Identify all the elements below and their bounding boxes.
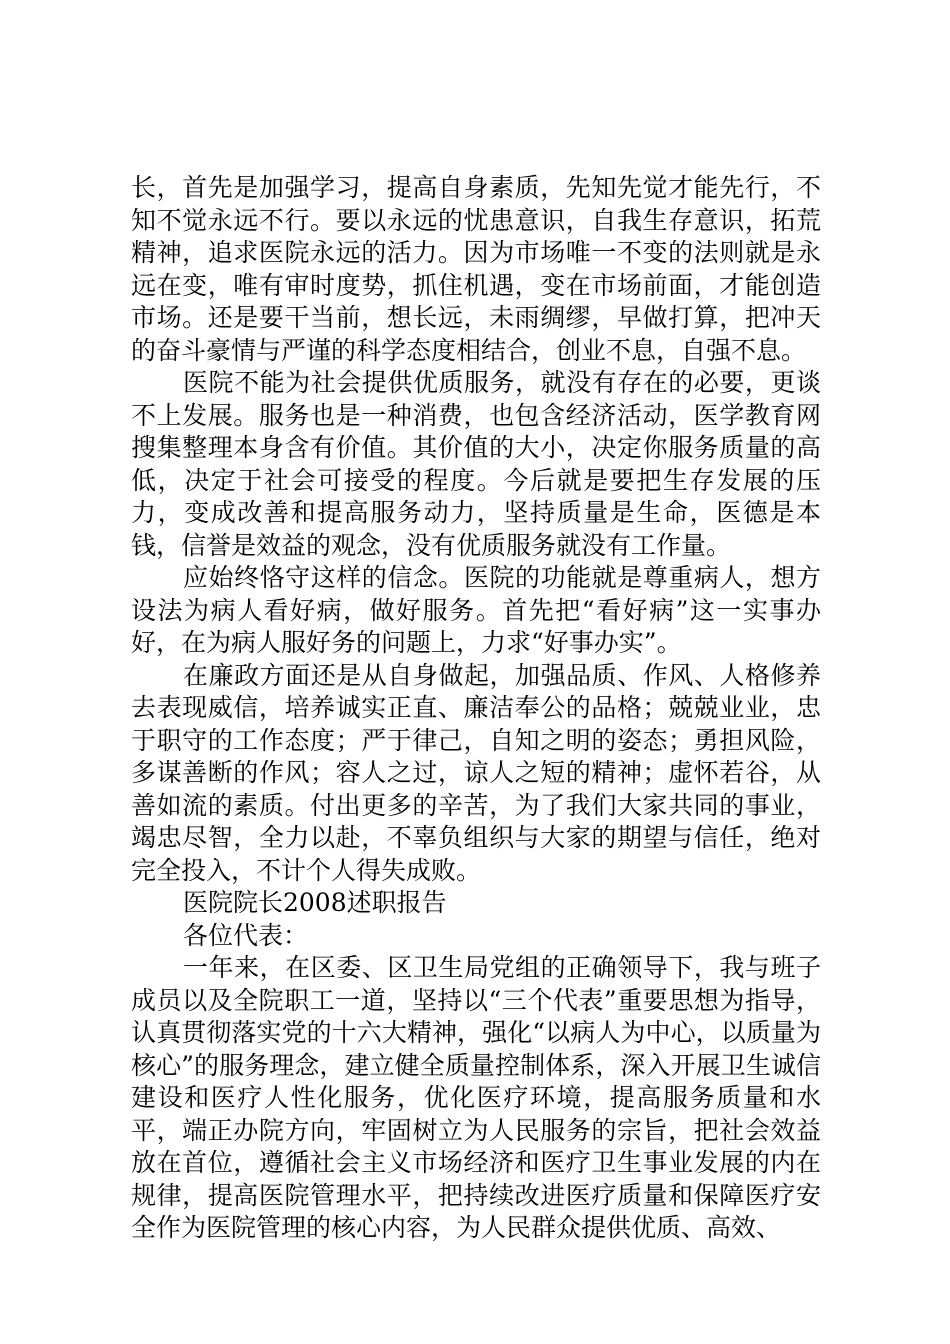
paragraph-service-quality: 医院不能为社会提供优质服务，就没有存在的必要，更谈不上发展。服务也是一种消费，也包含经济活动，医学教育网搜集整理本身含有价值。其价值的大小，决定你服务质量的高低，决定于社会可接受的程度。今后就是要把生存发展的压力，变成改善和提高服务动力，坚持质量是生命，医德是本钱，信誉是效益的观念，没有优质服务就没有工作量。 [131, 368, 821, 560]
report-title: 医院院长2008述职报告 [183, 888, 447, 917]
paragraph-belief: 应始终恪守这样的信念。医院的功能就是尊重病人，想方设法为病人看好病，做好服务。首先把“看好病”这一实事办好，在为病人服好务的问题上，力求“好事办实”。 [131, 563, 821, 657]
salutation: 各位代表： [183, 920, 309, 950]
document-body [131, 172, 821, 1245]
paragraph-continuation: 长，首先是加强学习，提高自身素质，先知先觉才能先行，不知不觉永远不行。要以永远的忧患意识，自我生存意识，拓荒精神，追求医院永远的活力。因为市场唯一不变的法则就是永远在变，唯有审时度势，抓住机遇，变在市场前面，才能创造市场。还是要干当前，想长远，未雨绸缪，早做打算，把冲天的奋斗豪情与严谨的科学态度相结合，创业不息，自强不息。 [131, 173, 821, 365]
paragraph-annual-review: 一年来，在区委、区卫生局党组的正确领导下，我与班子成员以及全院职工一道，坚持以“三个代表”重要思想为指导，认真贯彻落实党的十六大精神，强化“以病人为中心，以质量为核心”的服务理念，建立健全质量控制体系，深入开展卫生诚信建设和医疗人性化服务，优化医疗环境，提高服务质量和水平，端正办院方向，牢固树立为人民服务的宗旨，把社会效益放在首位，遵循社会主义市场经济和医疗卫生事业发展的内在规律，提高医院管理水平，把持续改进医疗质量和保障医疗安全作为医院管理的核心内容，为人民群众提供优质、高效、 [131, 953, 821, 1242]
paragraph-integrity: 在廉政方面还是从自身做起，加强品质、作风、人格修养去表现威信，培养诚实正直、廉洁奉公的品格；兢兢业业，忠于职守的工作态度；严于律己，自知之明的姿态；勇担风险，多谋善断的作风；容人之过，谅人之短的精神；虚怀若谷，从善如流的素质。付出更多的辛苦，为了我们大家共同的事业，竭忠尽智，全力以赴，不辜负组织与大家的期望与信任，绝对完全投入，不计个人得失成败。 [131, 660, 821, 885]
